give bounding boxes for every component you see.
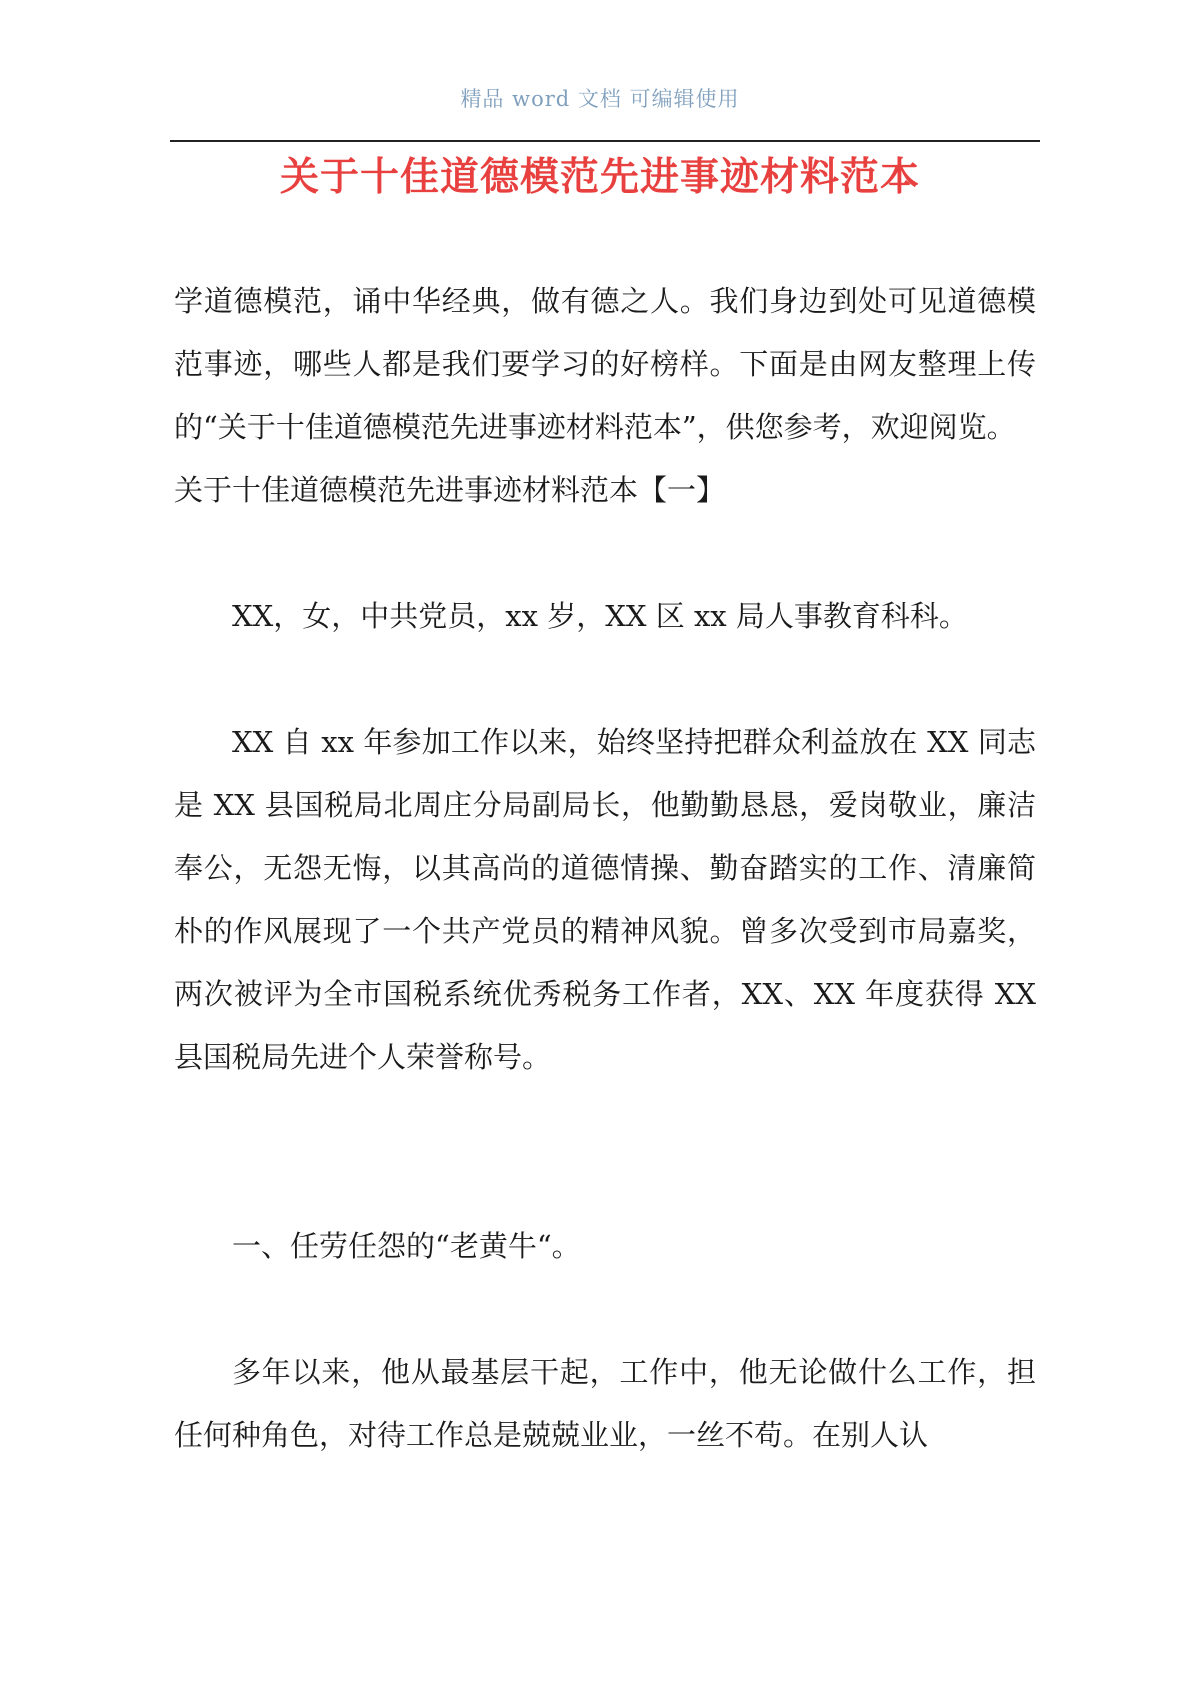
blank-line bbox=[174, 1089, 1036, 1215]
document-body bbox=[174, 270, 1036, 1467]
header-divider bbox=[170, 140, 1040, 142]
body-paragraph: 多年以来，他从最基层干起，工作中，他无论做什么工作，担任何种角色，对待工作总是兢兢业业，一丝不苟。在别人认 bbox=[174, 1355, 1036, 1452]
blank-line bbox=[174, 522, 1036, 585]
subheading: 一、任劳任怨的“老黄牛“。 bbox=[232, 1229, 581, 1263]
intro-paragraph: 学道德模范，诵中华经典，做有德之人。我们身边到处可见道德模范事迹，哪些人都是我们要学习的好榜样。下面是由网友整理上传的“关于十佳道德模范先进事迹材料范本”，供您参考，欢迎阅览。 bbox=[174, 284, 1036, 444]
document-title: 关于十佳道德模范先进事迹材料范本 bbox=[279, 154, 920, 200]
blank-line bbox=[174, 648, 1036, 711]
profile-paragraph: XX，女，中共党员，xx 岁，XX 区 xx 局人事教育科科。 bbox=[232, 599, 968, 633]
blank-line bbox=[174, 1278, 1036, 1341]
page-header: 精品 word 文档 可编辑使用 bbox=[460, 87, 740, 111]
section-heading: 关于十佳道德模范先进事迹材料范本【一】 bbox=[174, 473, 726, 507]
body-paragraph: XX 自 xx 年参加工作以来，始终坚持把群众利益放在 XX 同志是 XX 县国税局北周庄分局副局长，他勤勤恳恳，爱岗敬业，廉洁奉公，无怨无悔，以其高尚的道德情操、勤奋踏实的工作、清廉简朴的作风展现了一个共产党员的精神风貌。曾多次受到市局嘉奖，两次被评为全市国税系统优秀税务工作者，XX、XX 年度获得 XX 县国税局先进个人荣誉称号。 bbox=[174, 725, 1036, 1074]
